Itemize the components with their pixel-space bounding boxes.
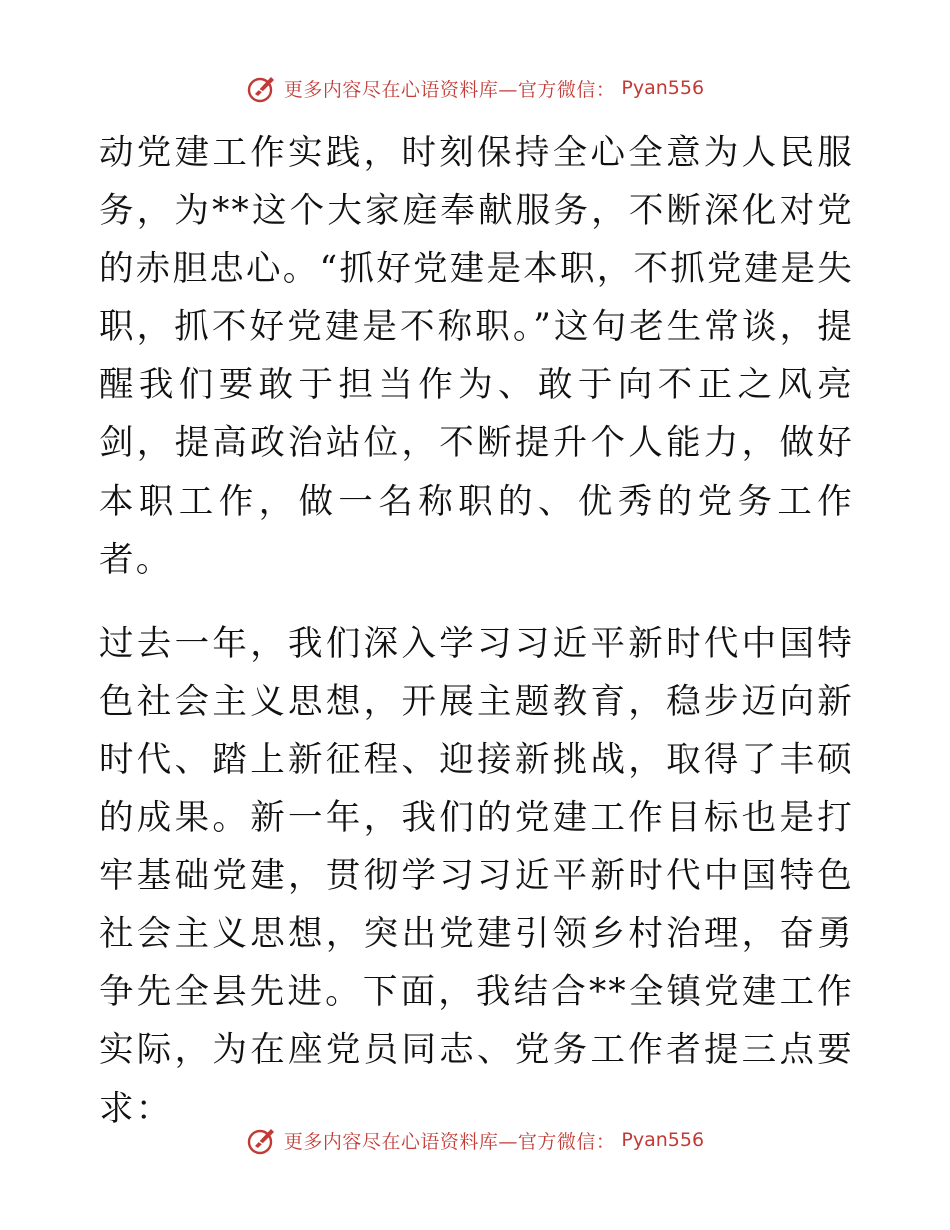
document-body — [99, 124, 854, 1138]
header-wechat-id: Pyan556 — [621, 77, 705, 99]
footer-wechat-id: Pyan556 — [621, 1129, 705, 1151]
feather-pen-seal-icon — [246, 72, 278, 104]
feather-pen-seal-icon — [246, 1124, 278, 1156]
paragraph: 过去一年，我们深入学习习近平新时代中国特色社会主义思想，开展主题教育，稳步迈向新时代、踏上新征程、迎接新挑战，取得了丰硕的成果。新一年，我们的党建工作目标也是打牢基础党建，贯彻学习习近平新时代中国特色社会主义思想，突出党建引领乡村治理，奋勇争先全县先进。下面，我结合**全镇党建工作实际，为在座党员同志、党务工作者提三点要求： — [99, 623, 854, 1129]
header-banner — [246, 72, 704, 104]
page-footer — [0, 1122, 950, 1158]
page-header — [0, 70, 950, 106]
footer-brand-text: 更多内容尽在心语资料库—官方微信： — [283, 1130, 616, 1153]
paragraph: 动党建工作实践，时刻保持全心全意为人民服务，为**这个大家庭奉献服务，不断深化对党的赤胆忠心。“抓好党建是本职，不抓党建是失职，抓不好党建是不称职。”这句老生常谈，提醒我们要敢于担当作为、敢于向不正之风亮剑，提高政治站位，不断提升个人能力，做好本职工作，做一名称职的、优秀的党务工作者。 — [99, 133, 854, 580]
footer-banner — [246, 1124, 704, 1156]
header-brand-text: 更多内容尽在心语资料库—官方微信： — [283, 78, 616, 101]
